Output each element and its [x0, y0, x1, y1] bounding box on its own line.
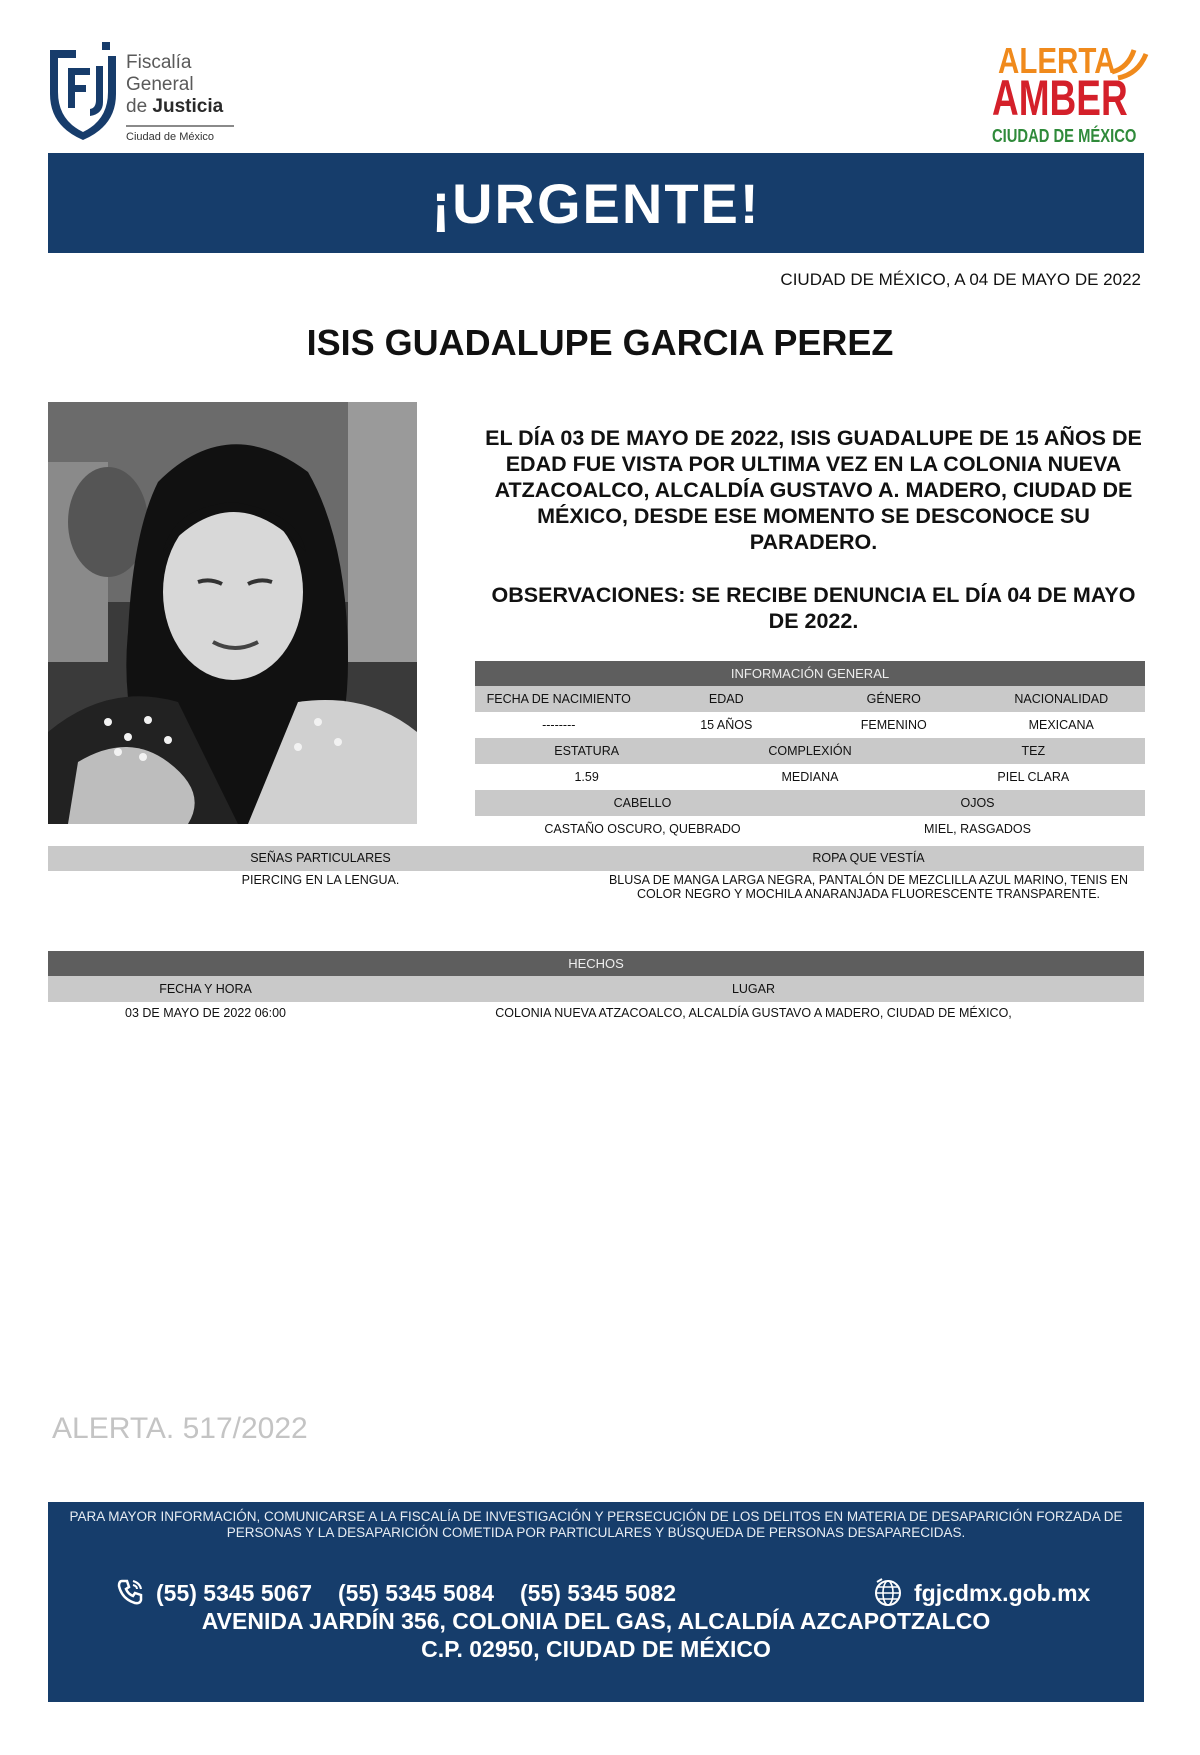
phone-number-3[interactable]: (55) 5345 5082 — [520, 1580, 677, 1606]
value-hair: CASTAÑO OSCURO, QUEBRADO — [544, 822, 741, 836]
label-eyes: OJOS — [960, 796, 995, 810]
amber-logo-line3: CIUDAD DE MÉXICO — [992, 126, 1137, 146]
value-clothing: BLUSA DE MANGA LARGA NEGRA, PANTALÓN DE MEZCLILLA AZUL MARINO, TENIS EN COLOR NEGRO Y MOCHILA ANARANJADA FLUORESCENTE TRANSPARENTE. — [608, 873, 1129, 901]
label-place: LUGAR — [731, 982, 776, 996]
table-label-row — [48, 846, 1144, 871]
table-label-row — [475, 738, 1145, 764]
person-name: ISIS GUADALUPE GARCIA PEREZ — [306, 322, 894, 363]
fgj-logo — [46, 42, 236, 146]
table-value-row — [475, 816, 1145, 842]
label-complexion: TEZ — [1021, 744, 1046, 758]
website-link[interactable]: fgjcdmx.gob.mx — [914, 1580, 1091, 1606]
table-label-row — [48, 976, 1144, 1002]
label-build: COMPLEXIÓN — [768, 744, 852, 758]
label-age: EDAD — [708, 692, 744, 706]
label-distinguishing-marks: SEÑAS PARTICULARES — [250, 851, 391, 865]
table-value-row — [475, 712, 1145, 738]
portrait-photo-icon — [48, 402, 417, 824]
facts-table — [48, 951, 1144, 1024]
fgj-logo-line3-prefix: de — [126, 96, 153, 117]
fgj-logo-line1: Fiscalía — [126, 52, 192, 73]
label-birthdate: FECHA DE NACIMIENTO — [486, 692, 631, 706]
contact-footer — [48, 1502, 1144, 1702]
label-height: ESTATURA — [554, 744, 620, 758]
value-distinguishing-marks: PIERCING EN LA LENGUA. — [241, 873, 400, 887]
fgj-logo-divider — [126, 125, 234, 127]
missing-person-photo — [48, 402, 417, 824]
globe-icon — [873, 1578, 903, 1608]
label-nationality: NACIONALIDAD — [1014, 692, 1109, 706]
table-value-row — [48, 1002, 1144, 1024]
alert-number: ALERTA. 517/2022 — [52, 1412, 308, 1445]
value-place: COLONIA NUEVA ATZACOALCO, ALCALDÍA GUSTAVO A MADERO, CIUDAD DE MÉXICO, — [495, 1006, 1012, 1020]
value-eyes: MIEL, RASGADOS — [924, 822, 1031, 836]
fgj-logo-line2: General — [126, 74, 194, 95]
label-date-time: FECHA Y HORA — [159, 982, 252, 996]
fgj-emblem-icon — [46, 42, 120, 142]
value-height: 1.59 — [574, 770, 599, 784]
amber-alert-logo — [990, 40, 1150, 148]
facts-title: HECHOS — [48, 951, 1144, 976]
footer-contact-line — [116, 1578, 1096, 1612]
amber-logo-line1: ALERTA — [998, 40, 1116, 81]
phone-number-2[interactable]: (55) 5345 5084 — [338, 1580, 495, 1606]
label-hair: CABELLO — [613, 796, 672, 810]
general-info-table — [475, 661, 1145, 842]
value-complexion: PIEL CLARA — [997, 770, 1070, 784]
date-line: CIUDAD DE MÉXICO, A 04 DE MAYO DE 2022 — [780, 270, 1141, 289]
footer-address-line1: AVENIDA JARDÍN 356, COLONIA DEL GAS, ALCALDÍA AZCAPOTZALCO — [201, 1608, 991, 1634]
urgent-banner-text: ¡URGENTE! — [431, 171, 761, 235]
fgj-logo-subtitle: Ciudad de México — [126, 131, 215, 143]
phone-icon — [116, 1578, 144, 1606]
value-age: 15 AÑOS — [700, 718, 753, 732]
urgent-banner — [48, 153, 1144, 253]
table-value-row — [475, 764, 1145, 790]
table-label-row — [475, 686, 1145, 712]
value-gender: FEMENINO — [860, 718, 927, 732]
case-observations: OBSERVACIONES: SE RECIBE DENUNCIA EL DÍA 04 DE MAYO DE 2022. — [491, 583, 1136, 633]
marks-clothing-table — [48, 846, 1144, 901]
table-value-row — [48, 871, 1144, 901]
phone-number-1[interactable]: (55) 5345 5067 — [156, 1580, 313, 1606]
label-clothing: ROPA QUE VESTÍA — [812, 851, 925, 865]
label-gender: GÉNERO — [866, 692, 921, 706]
footer-info-text: PARA MAYOR INFORMACIÓN, COMUNICARSE A LA FISCALÍA DE INVESTIGACIÓN Y PERSECUCIÓN DE LOS DELITOS EN MATERIA DE DESAPARICIÓN FORZADA DE PERSONAS Y LA DESAPARICIÓN COMETIDA POR PARTICULARES Y BÚSQUEDA DE PERSONAS DESAPARECIDAS. — [69, 1509, 1123, 1540]
case-description: EL DÍA 03 DE MAYO DE 2022, ISIS GUADALUPE DE 15 AÑOS DE EDAD FUE VISTA POR ULTIMA VEZ EN LA COLONIA NUEVA ATZACOALCO, ALCALDÍA GUSTAVO A. MADERO, CIUDAD DE MÉXICO, DESDE ESE MOMENTO SE DESCONOCE SU PARADERO. — [485, 426, 1142, 554]
amber-logo-line2: AMBER — [992, 70, 1128, 126]
value-date-time: 03 DE MAYO DE 2022 06:00 — [125, 1006, 286, 1020]
footer-address-line2: C.P. 02950, CIUDAD DE MÉXICO — [421, 1636, 771, 1662]
value-nationality: MEXICANA — [1028, 718, 1094, 732]
table-label-row — [475, 790, 1145, 816]
value-birthdate: -------- — [542, 718, 576, 732]
fgj-logo-line3-bold: Justicia — [152, 96, 224, 117]
general-info-title: INFORMACIÓN GENERAL — [475, 661, 1145, 686]
value-build: MEDIANA — [781, 770, 839, 784]
